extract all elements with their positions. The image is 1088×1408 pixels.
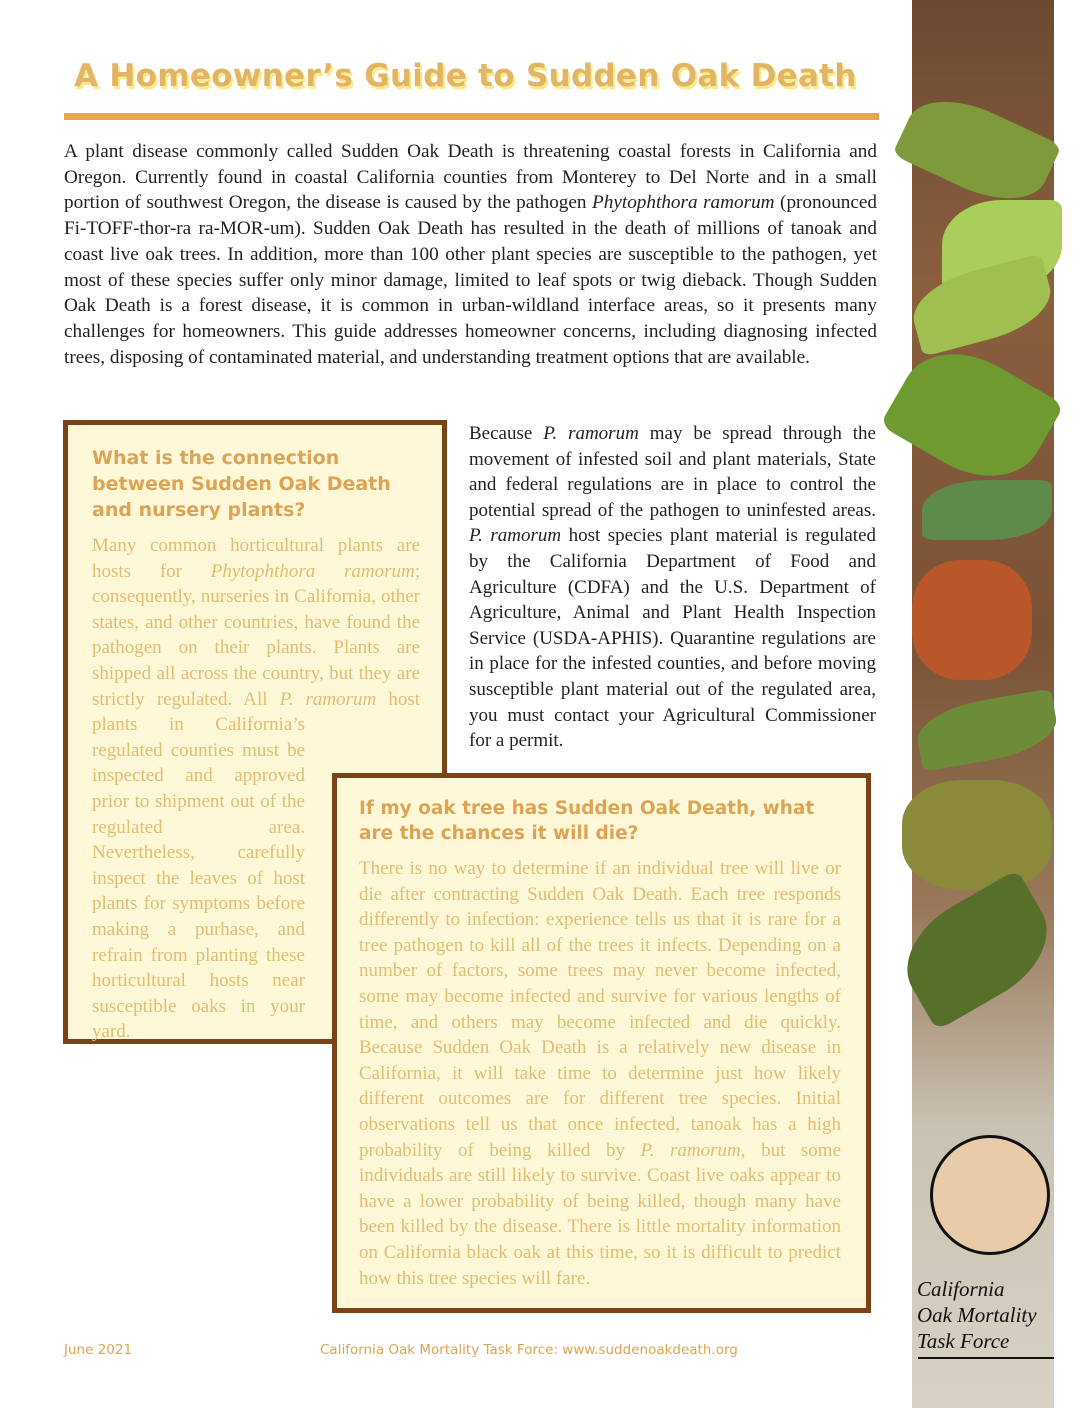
box-heading: What is the connection between Sudden Oak Death and nursery plants? — [92, 447, 391, 521]
text: host plants in California’s regulated counties must be inspected and approved prior to shipment out of the regulated area. Nevertheless, carefully inspect the leaves of host plants for symptoms before making a purhase, and refrain from planting these horticultural hosts near susceptible oaks in your yard. — [92, 688, 420, 1043]
title-rule — [64, 113, 879, 120]
text: host species plant material is regulated by the California Department of Food and Agriculture (CDFA) and the U.S. Department of Agriculture, Animal and Plant Health Inspection Service (USDA-APHIS). Quarantine regulations are in place for the infested counties, and before moving susceptible plant material out of the regulated area, you must contact your Agricultural Commissioner for a permit. — [469, 525, 876, 752]
italic: P. ramorum — [469, 525, 562, 547]
acorn-seedling-logo — [930, 1135, 1050, 1255]
box-heading: If my oak tree has Sudden Oak Death, what are the chances it will die? — [359, 798, 815, 844]
intro-paragraph — [64, 139, 877, 370]
footer-org-text: California Oak Mortality Task Force: — [320, 1342, 563, 1358]
text: , but some individuals are still likely to survive. Coast live oaks appear to have a lower probability of being killed, though many have been killed by the disease. There is little mortality information on California black oak at this time, so it is difficult to predict how this tree species will fare. — [359, 1139, 842, 1289]
logo-line: Oak Mortality — [917, 1303, 1037, 1327]
intro-text: A plant disease commonly called Sudden Oak Death is threatening coastal forests in California and Oregon. Currently found in coastal California counties from Monterey to Del Norte and in a small portion of southwest Oregon, the disease is caused by the pathogen — [64, 141, 877, 214]
chances-box — [332, 773, 871, 1313]
text: Many common horticultural plants are hosts for — [92, 535, 420, 582]
intro-italic: Phytophthora ramorum — [592, 192, 775, 214]
regulations-paragraph — [469, 421, 876, 754]
footer-org — [320, 1342, 738, 1358]
intro-text: (pronounced Fi-TOFF-thor-ra ra-MOR-um). Sudden Oak Death has resulted in the death of millions of tanoak and coast live oak trees. In addition, more than 100 other plant species are susceptible to the pathogen, yet most of these species suffer only minor damage, limited to leaf spots or twig dieback. Though Sudden Oak Death is a forest disease, it is common in urban-wildland interface areas, so it presents many challenges for homeowners. This guide addresses homeowner concerns, including diagnosing infected trees, disposing of contaminated material, and understanding treatment options that are available. — [64, 192, 878, 368]
text: may be spread through the movement of infested soil and plant materials, State and federal regulations are in place to control the potential spread of the pathogen to uninfested areas. — [469, 423, 876, 521]
italic: P. ramorum — [279, 688, 377, 710]
italic: Phytophthora ramorum — [210, 560, 415, 582]
italic: P. ramorum — [640, 1139, 741, 1161]
footer-date: June 2021 — [64, 1342, 133, 1358]
text: There is no way to determine if an individual tree will live or die after contracting Sudden Oak Death. Each tree responds differently to infection: experience tells us that it is rare for a tree pathogen to kill all of the trees it infects. Depending on a number of factors, some trees may never become infected, some may become infected and survive for various lengths of time, and others may become infected and die quickly. Because Sudden Oak Death is a relatively new disease in California, it will take time to determine just how likely different outcomes are for different tree species. Initial observations tell us that once infected, tanoak has a high probability of being killed by — [359, 858, 841, 1161]
page-title: A Homeowner’s Guide to Sudden Oak Death — [74, 58, 857, 94]
box-text — [359, 856, 841, 1291]
italic: P. ramorum — [543, 423, 639, 444]
logo-text — [917, 1276, 1037, 1354]
logo-line: Task Force — [917, 1329, 1010, 1353]
website-link[interactable]: www.suddenoakdeath.org — [562, 1342, 738, 1358]
logo-line: California — [917, 1277, 1005, 1301]
text: ; consequently, nurseries in California, other states, and other countries, have found the pathogen on their plants. Plants are shipped all across the country, but they are strictly regulated. All — [92, 560, 420, 710]
logo-rule — [918, 1357, 1054, 1359]
text: Because — [469, 423, 544, 444]
